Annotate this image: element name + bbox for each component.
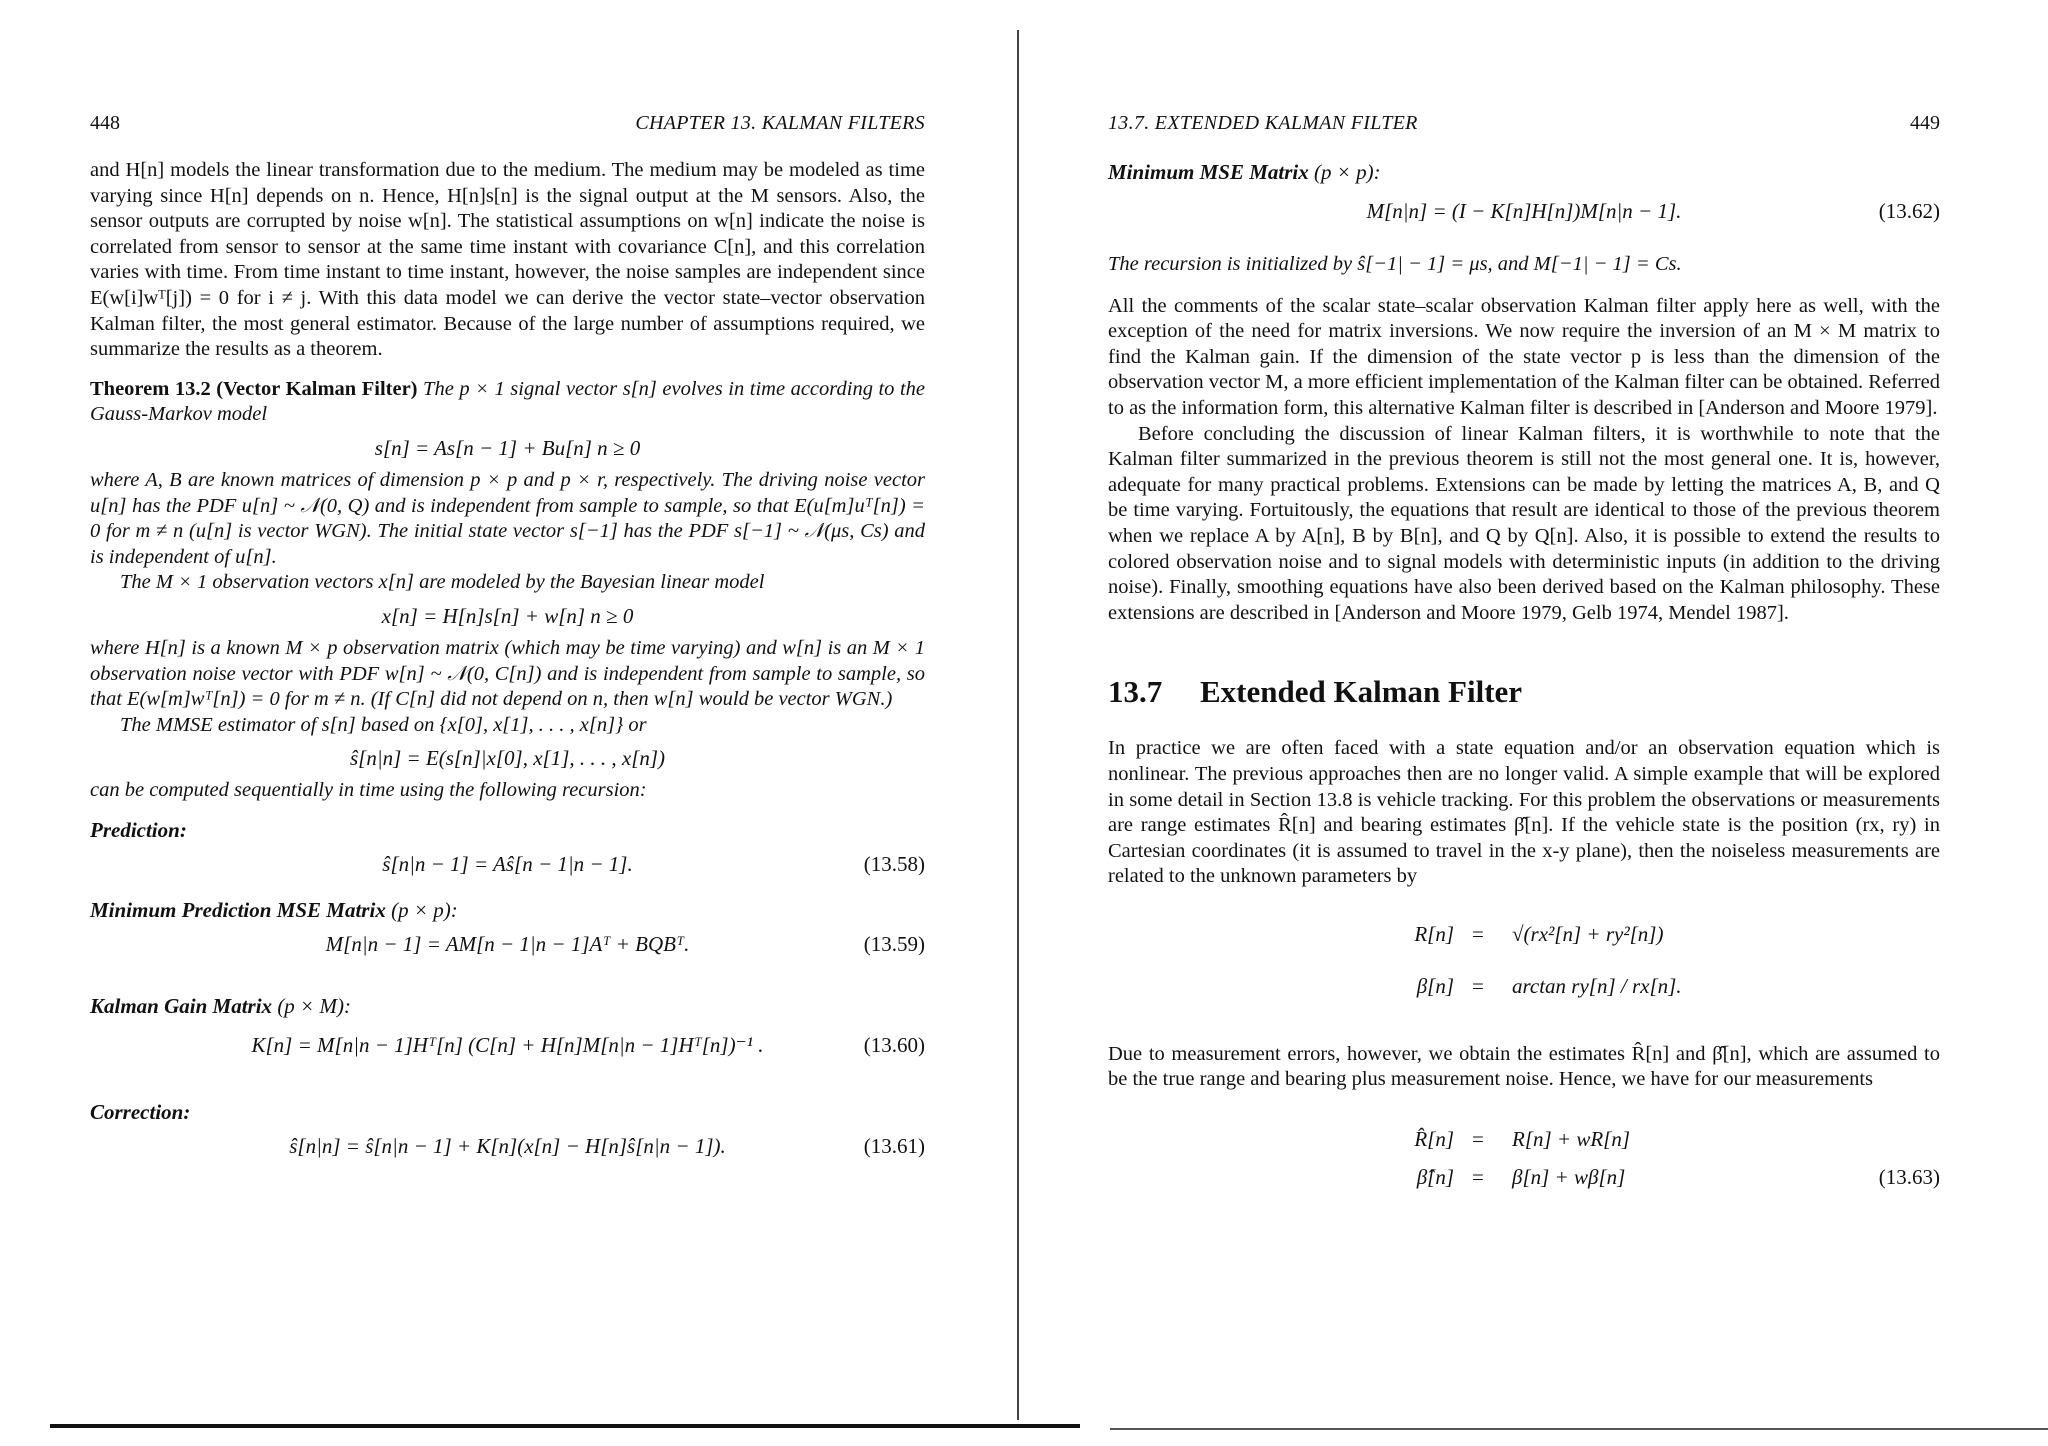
equation-lhs: R̂[n] [1414, 1127, 1454, 1152]
equation-bearing [1108, 960, 1940, 1012]
equation-13-58 [90, 844, 925, 884]
right-body [1108, 158, 1940, 1201]
equation-number: (13.59) [863, 931, 925, 956]
equation-text: M[n|n − 1] = AM[n − 1|n − 1]Aᵀ + BQBᵀ. [325, 931, 690, 956]
step-dimension: (p × M): [277, 993, 351, 1018]
theorem-title: Theorem 13.2 (Vector Kalman Filter) [90, 377, 418, 400]
equation-number: (13.62) [1878, 199, 1940, 223]
correction-label: Correction: [90, 1099, 191, 1124]
paragraph-nonlinear: In practice we are often faced with a state equation and/or an observation equation which is nonlinear. The previous approaches then are no longer valid. A simple example that will be explored in some detail in Section 13.8 is vehicle tracking. For this problem the observations or measurements are range estimates R̂[n] and bearing estimates β̂[n]. If the vehicle state is the position (rx, ry) in Cartesian coordinates (it is assumed to travel in the x-y plane), then the noiseless measurements are related to the unknown parameters by [1108, 737, 1940, 888]
intro-paragraph: and H[n] models the linear transformation due to the medium. The medium may be modeled as time varying since H[n] depends on n. Hence, H[n]s[n] is the signal output at the M sensors. Also, the sensor outputs are corrupted by noise w[n]. The statistical assumptions on w[n] indicate the noise is correlated from sensor to sensor at the same time instant with covariance C[n], and this correlation varies with time. From time instant to time instant, however, the noise samples are independent since E(w[i]wᵀ[j]) = 0 for i ≠ j. With this data model we can derive the vector state–vector observation Kalman filter, the most general estimator. Because of the large number of assumptions required, we summarize the results as a theorem. [90, 159, 925, 361]
book-spine-line [1017, 30, 1019, 1420]
equation-state [90, 428, 925, 468]
paragraph-measurement-errors: Due to measurement errors, however, we obtain the estimates R̂[n] and β̂[n], which are assumed to be the true range and bearing plus measurement noise. Hence, we have for our measurements [1108, 1042, 1940, 1091]
equation-lhs: R[n] [1414, 921, 1454, 946]
equation-text: s[n] = As[n − 1] + Bu[n] n ≥ 0 [374, 435, 641, 460]
equation-number: (13.58) [863, 851, 925, 876]
minimum-mse-label [1108, 158, 1940, 186]
where-state-paragraph: where A, B are known matrices of dimension p × p and p × r, respectively. The driving noise vector u[n] has the PDF u[n] ~ 𝒩(0, Q) and is independent from sample to sample, so that E(u[m]uᵀ[n]) = 0 for m ≠ n (u[n] is vector WGN). The initial state vector s[−1] has the PDF s[−1] ~ 𝒩(μs, Cs) and is independent of u[n]. [90, 468, 925, 568]
equation-text: ŝ[n|n] = ŝ[n|n − 1] + K[n](x[n] − H[n]ŝ[n|n − 1]). [289, 1133, 726, 1158]
initialization-text: The recursion is initialized by ŝ[−1| − 1] = μs, and M[−1| − 1] = Cs. [1108, 253, 1682, 275]
left-page [90, 0, 925, 1446]
equation-range [1108, 908, 1940, 960]
section-number: 13.7 [1108, 674, 1163, 710]
equation-rhs: R[n] + wR[n] [1512, 1127, 1631, 1152]
equation-number: (13.63) [1878, 1165, 1940, 1190]
step-title: Minimum MSE Matrix [1108, 160, 1309, 184]
left-body [90, 158, 925, 1166]
equation-text: K[n] = M[n|n − 1]Hᵀ[n] (C[n] + H[n]M[n|n − 1]Hᵀ[n])⁻¹ . [251, 1032, 764, 1057]
equation-13-63 [1108, 1165, 1940, 1201]
equation-13-59 [90, 924, 925, 964]
equation-operator: = [1472, 973, 1484, 998]
section-heading [1108, 674, 1940, 710]
step-dimension: (p × p): [391, 897, 458, 922]
paragraph-extensions: Before concluding the discussion of linear Kalman filters, it is worthwhile to note that the Kalman filter summarized in the previous theorem is still not the most general one. It is, however, adequate for many practical problems. Extensions can be made by letting the matrices A, B, and Q be time varying. Fortuitously, the equations that result are identical to those of the previous theorem when we replace A by A[n], B by B[n], and Q by Q[n]. Also, it is possible to extend the results to colored observation noise and to signal models with deterministic inputs (in addition to the driving noise). Finally, smoothing equations have also been derived based on the Kalman philosophy. These extensions are described in [Anderson and Moore 1979, Gelb 1974, Mendel 1987]. [1108, 422, 1940, 624]
left-bottom-edge [50, 1424, 1080, 1428]
equation-range-estimate [1108, 1113, 1940, 1165]
equation-text: x[n] = H[n]s[n] + w[n] n ≥ 0 [381, 603, 634, 628]
running-head: 13.7. EXTENDED KALMAN FILTER [1108, 112, 1418, 134]
equation-text: ŝ[n|n − 1] = Aŝ[n − 1|n − 1]. [382, 851, 633, 876]
equation-operator: = [1472, 1165, 1484, 1190]
equation-operator: = [1472, 1127, 1484, 1152]
right-bottom-edge [1110, 1428, 2048, 1430]
step-title: Kalman Gain Matrix [90, 993, 273, 1018]
page-number: 448 [90, 112, 120, 134]
prediction-mse-label [90, 896, 925, 924]
prediction-label: Prediction: [90, 817, 187, 842]
theorem-intro [90, 377, 925, 428]
step-title: Minimum Prediction MSE Matrix [90, 897, 386, 922]
paragraph-comments: All the comments of the scalar state–scalar observation Kalman filter apply here as well, with the exception of the need for matrix inversions. We now require the inversion of an M × M matrix to find the Kalman gain. If the dimension of the state vector p is less than the dimension of the observation vector M, a more efficient implementation of the Kalman filter can be obtained. Referred to as the information form, this alternative Kalman filter is described in [Anderson and Moore 1979]. [1108, 294, 1940, 419]
observation-lead: The M × 1 observation vectors x[n] are modeled by the Bayesian linear model [120, 571, 765, 594]
equation-lhs: β̂[n] [1416, 1165, 1454, 1190]
equation-lhs: β[n] [1416, 973, 1454, 998]
page-number: 449 [1910, 112, 1940, 134]
equation-mmse-estimator [90, 738, 925, 778]
running-head: CHAPTER 13. KALMAN FILTERS [635, 112, 925, 134]
equation-text: ŝ[n|n] = E(s[n]|x[0], x[1], . . . , x[n]) [349, 746, 666, 771]
where-observation-paragraph: where H[n] is a known M × p observation matrix (which may be time varying) and w[n] is an M × 1 observation noise vector with PDF w[n] ~ 𝒩(0, C[n]) and is independent from sample to sample, so that E(w[m]wᵀ[n]) = 0 for m ≠ n. (If C[n] did not depend on n, then w[n] would be vector WGN.) [90, 636, 925, 711]
equation-text: M[n|n] = (I − K[n]H[n])M[n|n − 1]. [1366, 199, 1682, 223]
theorem-lead: The p × 1 signal vector s[n] evolves in time according to the Gauss-Markov model [90, 377, 926, 426]
equation-13-60 [90, 1020, 925, 1070]
equation-13-62 [1108, 186, 1940, 236]
recursion-lead: can be computed sequentially in time using the following recursion: [90, 779, 647, 802]
kalman-gain-label [90, 992, 925, 1020]
right-page [1108, 0, 1940, 1446]
equation-operator: = [1472, 921, 1484, 946]
equation-number: (13.60) [863, 1032, 925, 1057]
equation-observation [90, 596, 925, 636]
equation-rhs: arctan ry[n] / rx[n]. [1512, 973, 1682, 998]
equation-rhs: β[n] + wβ[n] [1512, 1165, 1626, 1190]
section-title: Extended Kalman Filter [1200, 674, 1523, 710]
mmse-lead: The MMSE estimator of s[n] based on {x[0], x[1], . . . , x[n]} or [120, 713, 647, 736]
equation-13-61 [90, 1126, 925, 1166]
equation-number: (13.61) [863, 1133, 925, 1158]
step-dimension: (p × p): [1314, 160, 1381, 184]
page-header [90, 112, 925, 142]
equation-rhs: √(rx²[n] + ry²[n]) [1512, 921, 1664, 946]
page-header [1108, 112, 1940, 142]
